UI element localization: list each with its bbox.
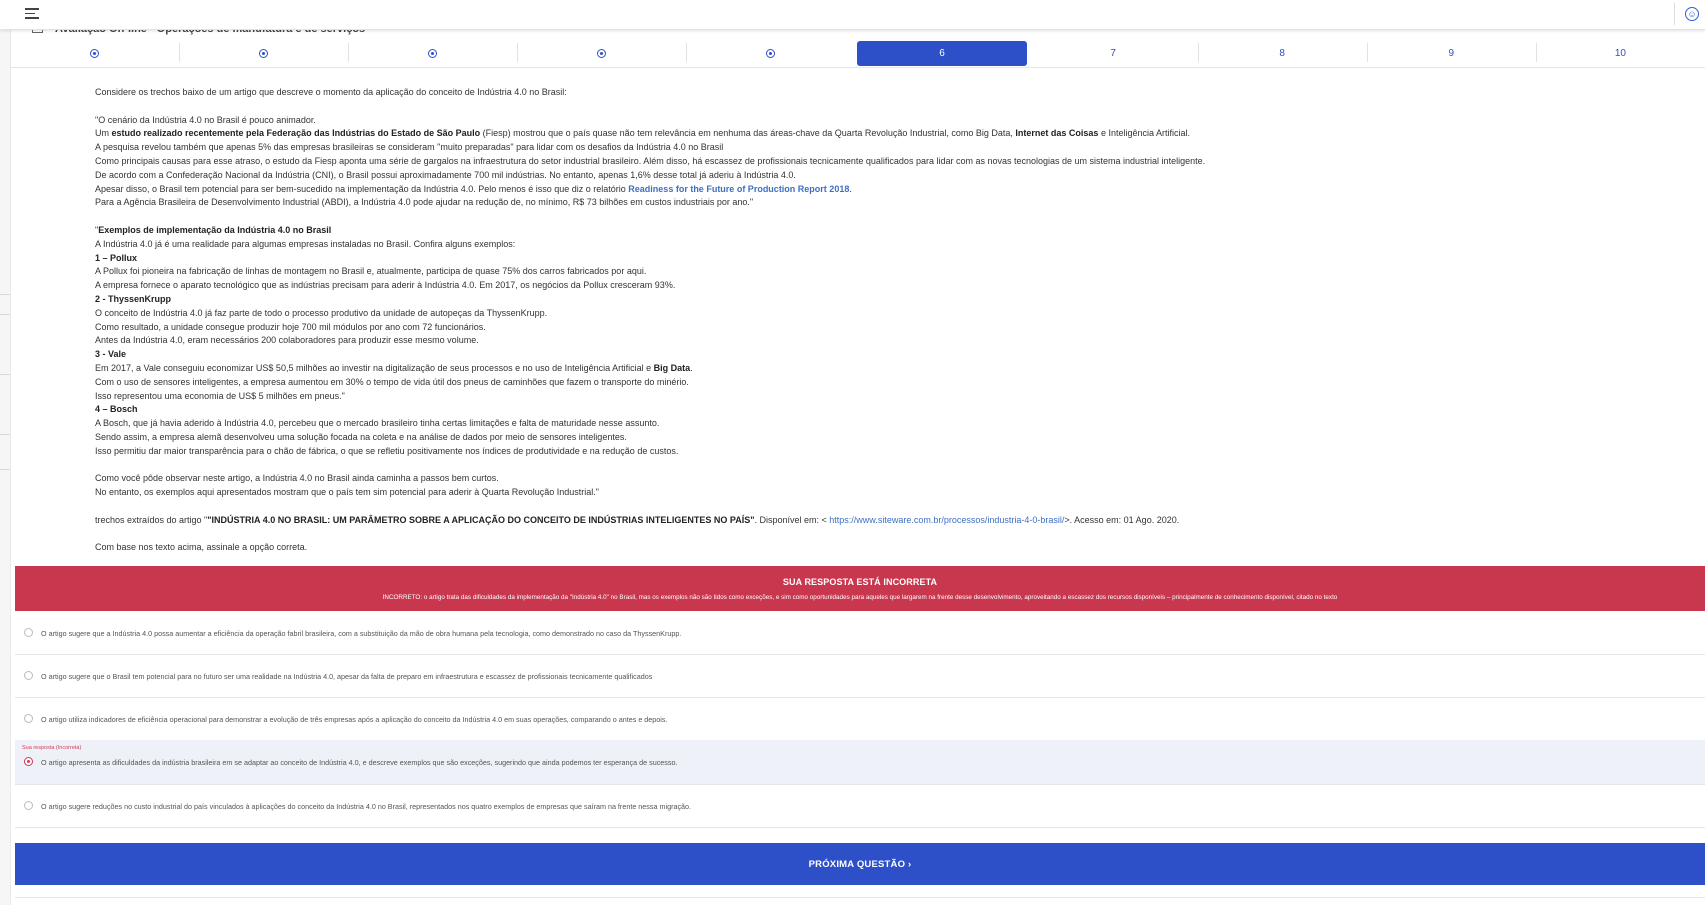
option-text: O artigo apresenta as dificuldades da indústria brasileira em se adaptar ao conceito de Indústria 4.0, e descreve exemplos que são exceções, sugerindo que ainda podemos ter esperança de sucesso. <box>41 758 678 767</box>
option-text: O artigo sugere que a Indústria 4.0 possa aumentar a eficiência da operação fabril brasileira, com a substituição da mão de obra humana pela tecnologia, como demonstrado no caso da ThyssenKrupp. <box>41 629 682 638</box>
radio-button[interactable] <box>24 671 33 680</box>
option-text: O artigo sugere que o Brasil tem potencial para no futuro ser uma realidade na Indústria 4.0, apesar da falta de preparo em infraestrutura e escassez de profissionais tecnicamente qualificados <box>41 672 653 681</box>
answer-option-1[interactable] <box>15 611 1705 655</box>
question-prompt: Com base nos texto acima, assinale a opção correta. <box>95 542 308 553</box>
text-line: "Exemplos de implementação da Indústria 4.0 no Brasil <box>95 224 332 235</box>
question-nav-item-7[interactable]: 7 <box>1110 48 1116 59</box>
text-line: Como principais causas para esse atraso, o estudo da Fiesp aponta uma série de gargalos na infraestrutura do setor industrial brasileiro. Além disso, há escassez de profissionais tecnicamente qualificados para lidar com as novas tecnologias de um sistema industrial inteligente. <box>95 155 1206 166</box>
text-line: Com o uso de sensores inteligentes, a empresa aumentou em 30% o tempo de vida útil dos pneus de caminhões que fazem o transporte do minério. <box>95 376 689 387</box>
answered-dot-icon <box>259 49 268 58</box>
text-line: Sendo assim, a empresa alemã desenvolveu uma solução focada na coleta e na análise de dados por meio de sensores inteligentes. <box>95 431 627 442</box>
question-nav-item-5[interactable] <box>686 40 855 67</box>
text-line: Antes da Indústria 4.0, eram necessários 200 colaboradores para produzir esse mesmo volume. <box>95 335 479 346</box>
answer-option-4-selected[interactable] <box>15 740 1705 785</box>
example-heading: 1 – Pollux <box>95 252 138 263</box>
divider <box>1674 3 1675 25</box>
answered-dot-icon <box>766 49 775 58</box>
text-line: A Pollux foi pioneira na fabricação de linhas de montagem no Brasil e, atualmente, participa de quase 75% dos carros fabricados por aqui. <box>95 266 647 277</box>
example-heading: 2 - ThyssenKrupp <box>95 293 172 304</box>
your-answer-label: Sua resposta (Incorreta) <box>22 745 82 751</box>
radio-button[interactable] <box>24 714 33 723</box>
answer-option-3[interactable] <box>15 697 1705 741</box>
hamburger-menu-icon[interactable] <box>25 8 39 20</box>
answered-dot-icon <box>90 49 99 58</box>
text-line: O conceito de Indústria 4.0 já faz parte de todo o processo produtivo da unidade de autopeças da ThyssenKrupp. <box>95 307 548 318</box>
option-text: O artigo utiliza indicadores de eficiência operacional para demonstrar a evolução de três empresas após a aplicação do conceito da Indústria 4.0 em suas operações, comparando o antes e depois. <box>41 715 668 724</box>
accessibility-icon[interactable]: ☺ <box>1685 7 1699 21</box>
text-line: No entanto, os exemplos aqui apresentados mostram que o país tem sim potencial para aderir à Quarta Revolução Industrial." <box>95 487 599 498</box>
text-line: Para a Agência Brasileira de Desenvolvimento Industrial (ABDI), a Indústria 4.0 pode ajudar na redução de, no mínimo, R$ 73 bilhões em custos industriais por ano." <box>95 197 754 208</box>
divider <box>15 897 1705 898</box>
question-nav-item-10[interactable]: 10 <box>1536 40 1705 67</box>
text-line: A Indústria 4.0 já é uma realidade para algumas empresas instaladas no Brasil. Confira alguns exemplos: <box>95 238 516 249</box>
incorrect-feedback-banner <box>15 566 1705 611</box>
text-line: Isso permitiu dar maior transparência para o chão de fábrica, o que se refletiu positivamente nos índices de produtividade e na redução de custos. <box>95 445 679 456</box>
question-navigator <box>10 40 1705 68</box>
text-line: "O cenário da Indústria 4.0 no Brasil é pouco animador. <box>95 114 316 125</box>
text-line: De acordo com a Confederação Nacional da Indústria (CNI), o Brasil possui aproximadamente 700 mil indústrias. No entanto, apenas 1,6% desse total já aderiu à Indústria 4.0. <box>95 169 796 180</box>
question-nav-item-1[interactable] <box>10 40 179 67</box>
option-text: O artigo sugere reduções no custo industrial do país vinculados à aplicações do conceito da Indústria 4.0 no Brasil, representados nos quatro exemplos de empresas que saíram na frente nessa migração. <box>41 802 692 811</box>
radio-button-selected[interactable] <box>24 757 33 766</box>
question-nav-item-3[interactable] <box>348 40 517 67</box>
source-line: trechos extraídos do artigo ""INDÚSTRIA 4.0 NO BRASIL: UM PARÂMETRO SOBRE A APLICAÇÃO DO CONCEITO DE INDÚSTRIAS INTELIGENTES NO PAÍS". Disponível em: < https://www.siteware.com.br/processos/industria-4-0-brasil/>. Acesso em: 01 Ago. 2020. <box>95 514 1180 525</box>
question-intro: Considere os trechos baixo de um artigo que descreve o momento da aplicação do conceito de Indústria 4.0 no Brasil: <box>95 87 567 97</box>
text-line: Isso representou uma economia de US$ 5 milhões em pneus." <box>95 390 345 401</box>
text-line: A empresa fornece o aparato tecnológico que as indústrias precisam para aderir à Indústria 4.0. Em 2017, os negócios da Pollux cresceram 93%. <box>95 280 676 291</box>
source-link[interactable]: https://www.siteware.com.br/processos/industria-4-0-brasil/ <box>829 514 1065 525</box>
question-nav-item-6[interactable]: 6 <box>857 41 1026 66</box>
question-nav-item-8[interactable]: 8 <box>1198 40 1367 67</box>
text-line: Como resultado, a unidade consegue produzir hoje 700 mil módulos por ano com 72 funcionários. <box>95 321 486 332</box>
feedback-detail: INCORRETO: o artigo trata das dificuldades da implementação da "Indústria 4.0" no Brasil, mas os exemplos não são tidos como exceções, e sim como oportunidades para aqueles que largarem na frente desse desenvolvimento, aproveitando a escassez dos recursos disponíveis – principalmente de conhecimento disponível, citado no texto <box>382 594 1338 601</box>
answer-option-2[interactable] <box>15 654 1705 698</box>
answer-option-5[interactable] <box>15 784 1705 828</box>
text-line: Em 2017, a Vale conseguiu economizar US$ 50,5 milhões ao investir na digitalização de seus processos e no uso de Inteligência Artificial e Big Data. <box>95 362 693 373</box>
question-text <box>95 86 1575 555</box>
top-bar <box>0 0 1705 30</box>
example-heading: 3 - Vale <box>95 349 127 360</box>
left-sidebar-strip <box>0 29 11 905</box>
radio-button[interactable] <box>24 628 33 637</box>
answered-dot-icon <box>597 49 606 58</box>
report-link[interactable]: Readiness for the Future of Production Report 2018 <box>628 183 850 194</box>
feedback-title: SUA RESPOSTA ESTÁ INCORRETA <box>782 577 938 587</box>
next-question-button[interactable]: PRÓXIMA QUESTÃO › <box>15 843 1705 885</box>
text-line: Apesar disso, o Brasil tem potencial para ser bem-sucedido na implementação da Indústria 4.0. Pelo menos é isso que diz o relatório Readiness for the Future of Production Report 2018. <box>95 183 852 194</box>
example-heading: 4 – Bosch <box>95 404 138 415</box>
text-line: A Bosch, que já havia aderido à Indústria 4.0, percebeu que o mercado brasileiro tinha certas limitações e falta de maturidade nesse assunto. <box>95 418 660 429</box>
question-nav-item-2[interactable] <box>179 40 348 67</box>
answered-dot-icon <box>428 49 437 58</box>
question-nav-item-4[interactable] <box>517 40 686 67</box>
text-line: Como você pôde observar neste artigo, a Indústria 4.0 no Brasil ainda caminha a passos bem curtos. <box>95 473 499 484</box>
text-line: Um estudo realizado recentemente pela Federação das Indústrias do Estado de São Paulo (Fiesp) mostrou que o país quase não tem relevância em nenhuma das áreas-chave da Quarta Revolução Industrial, como Big Data, Internet das Coisas e Inteligência Artificial. <box>95 128 1190 139</box>
question-nav-item-9[interactable]: 9 <box>1367 40 1536 67</box>
radio-button[interactable] <box>24 801 33 810</box>
text-line: A pesquisa revelou também que apenas 5% das empresas brasileiras se consideram "muito preparadas" para lidar com os desafios da Indústria 4.0 no Brasil <box>95 142 724 153</box>
